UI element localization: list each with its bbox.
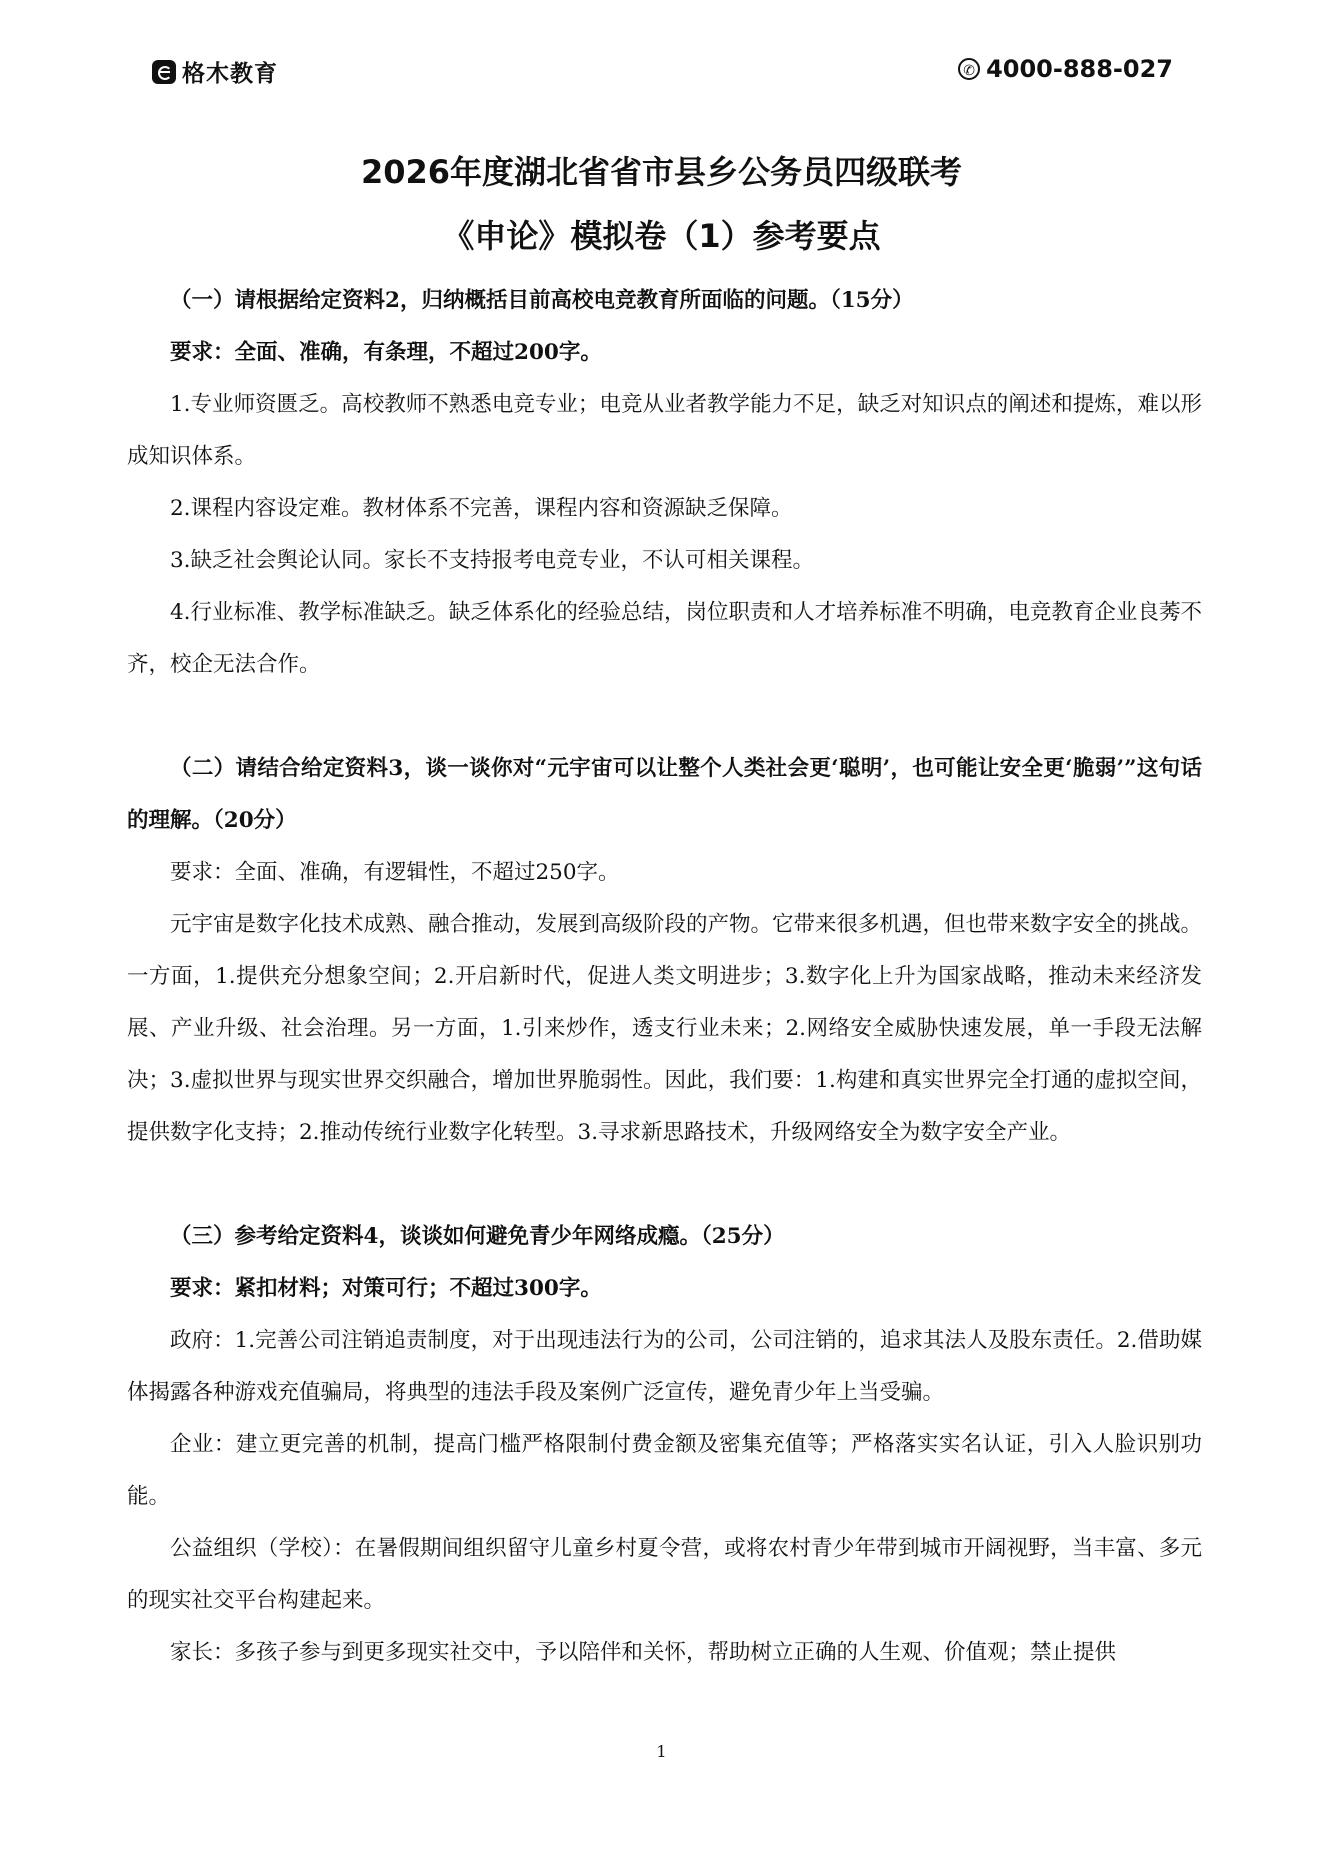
document-body <box>127 275 1202 1679</box>
answer-paragraph: 4.行业标准、教学标准缺乏。缺乏体系化的经验总结，岗位职责和人才培养标准不明确，电竞教育企业良莠不齐，校企无法合作。 <box>127 600 1202 677</box>
document-title <box>0 140 1323 268</box>
page-number: 1 <box>656 1742 667 1761</box>
answer-paragraph: 3.缺乏社会舆论认同。家长不支持报考电竞专业，不认可相关课程。 <box>170 548 815 573</box>
brand-logo-icon <box>152 60 176 84</box>
answer-paragraph: 2.课程内容设定难。教材体系不完善，课程内容和资源缺乏保障。 <box>170 496 793 521</box>
answer-paragraph: 企业：建立更完善的机制，提高门槛严格限制付费金额及密集充值等；严格落实实名认证，引入人脸识别功能。 <box>127 1432 1202 1509</box>
brand <box>152 55 278 88</box>
requirement-3: 要求：紧扣材料；对策可行；不超过300字。 <box>170 1276 602 1301</box>
answer-paragraph: 1.专业师资匮乏。高校教师不熟悉电竞专业；电竞从业者教学能力不足，缺乏对知识点的阐述和提炼，难以形成知识体系。 <box>127 392 1202 469</box>
brand-name: 格木教育 <box>182 61 278 87</box>
phone-contact <box>958 55 1173 83</box>
question-2: （二）请结合给定资料3，谈一谈你对“元宇宙可以让整个人类社会更‘聪明’，也可能让安全更‘脆弱’”这句话的理解。（20分） <box>127 756 1202 833</box>
answer-paragraph: 公益组织（学校）：在暑假期间组织留守儿童乡村夏令营，或将农村青少年带到城市开阔视野，当丰富、多元的现实社交平台构建起来。 <box>127 1536 1202 1613</box>
page-header <box>152 55 1173 95</box>
title-line-1: 2026年度湖北省省市县乡公务员四级联考 <box>360 153 963 191</box>
section-spacer <box>127 1159 1202 1211</box>
question-1: （一）请根据给定资料2，归纳概括目前高校电竞教育所面临的问题。（15分） <box>170 288 914 313</box>
answer-paragraph: 元宇宙是数字化技术成熟、融合推动，发展到高级阶段的产物。它带来很多机遇，但也带来数字安全的挑战。一方面，1.提供充分想象空间；2.开启新时代，促进人类文明进步；3.数字化上升为国家战略，推动未来经济发展、产业升级、社会治理。另一方面，1.引来炒作，透支行业未来；2.网络安全威胁快速发展，单一手段无法解决；3.虚拟世界与现实世界交织融合，增加世界脆弱性。因此，我们要：1.构建和真实世界完全打通的虚拟空间，提供数字化支持；2.推动传统行业数字化转型。3.寻求新思路技术，升级网络安全为数字安全产业。 <box>127 912 1203 1145</box>
title-line-2: 《申论》模拟卷（1）参考要点 <box>442 217 881 255</box>
answer-paragraph: 政府：1.完善公司注销追责制度，对于出现违法行为的公司，公司注销的，追求其法人及股东责任。2.借助媒体揭露各种游戏充值骗局，将典型的违法手段及案例广泛宣传，避免青少年上当受骗。 <box>127 1328 1202 1405</box>
phone-icon: ✆ <box>958 58 980 80</box>
section-spacer <box>127 691 1202 743</box>
answer-paragraph: 家长：多孩子参与到更多现实社交中，予以陪伴和关怀，帮助树立正确的人生观、价值观；禁止提供 <box>170 1640 1117 1665</box>
phone-number: 4000-888-027 <box>986 55 1173 83</box>
requirement-1: 要求：全面、准确，有条理，不超过200字。 <box>170 340 602 365</box>
question-3: （三）参考给定资料4，谈谈如何避免青少年网络成瘾。（25分） <box>170 1224 785 1249</box>
requirement-2: 要求：全面、准确，有逻辑性，不超过250字。 <box>170 860 620 885</box>
